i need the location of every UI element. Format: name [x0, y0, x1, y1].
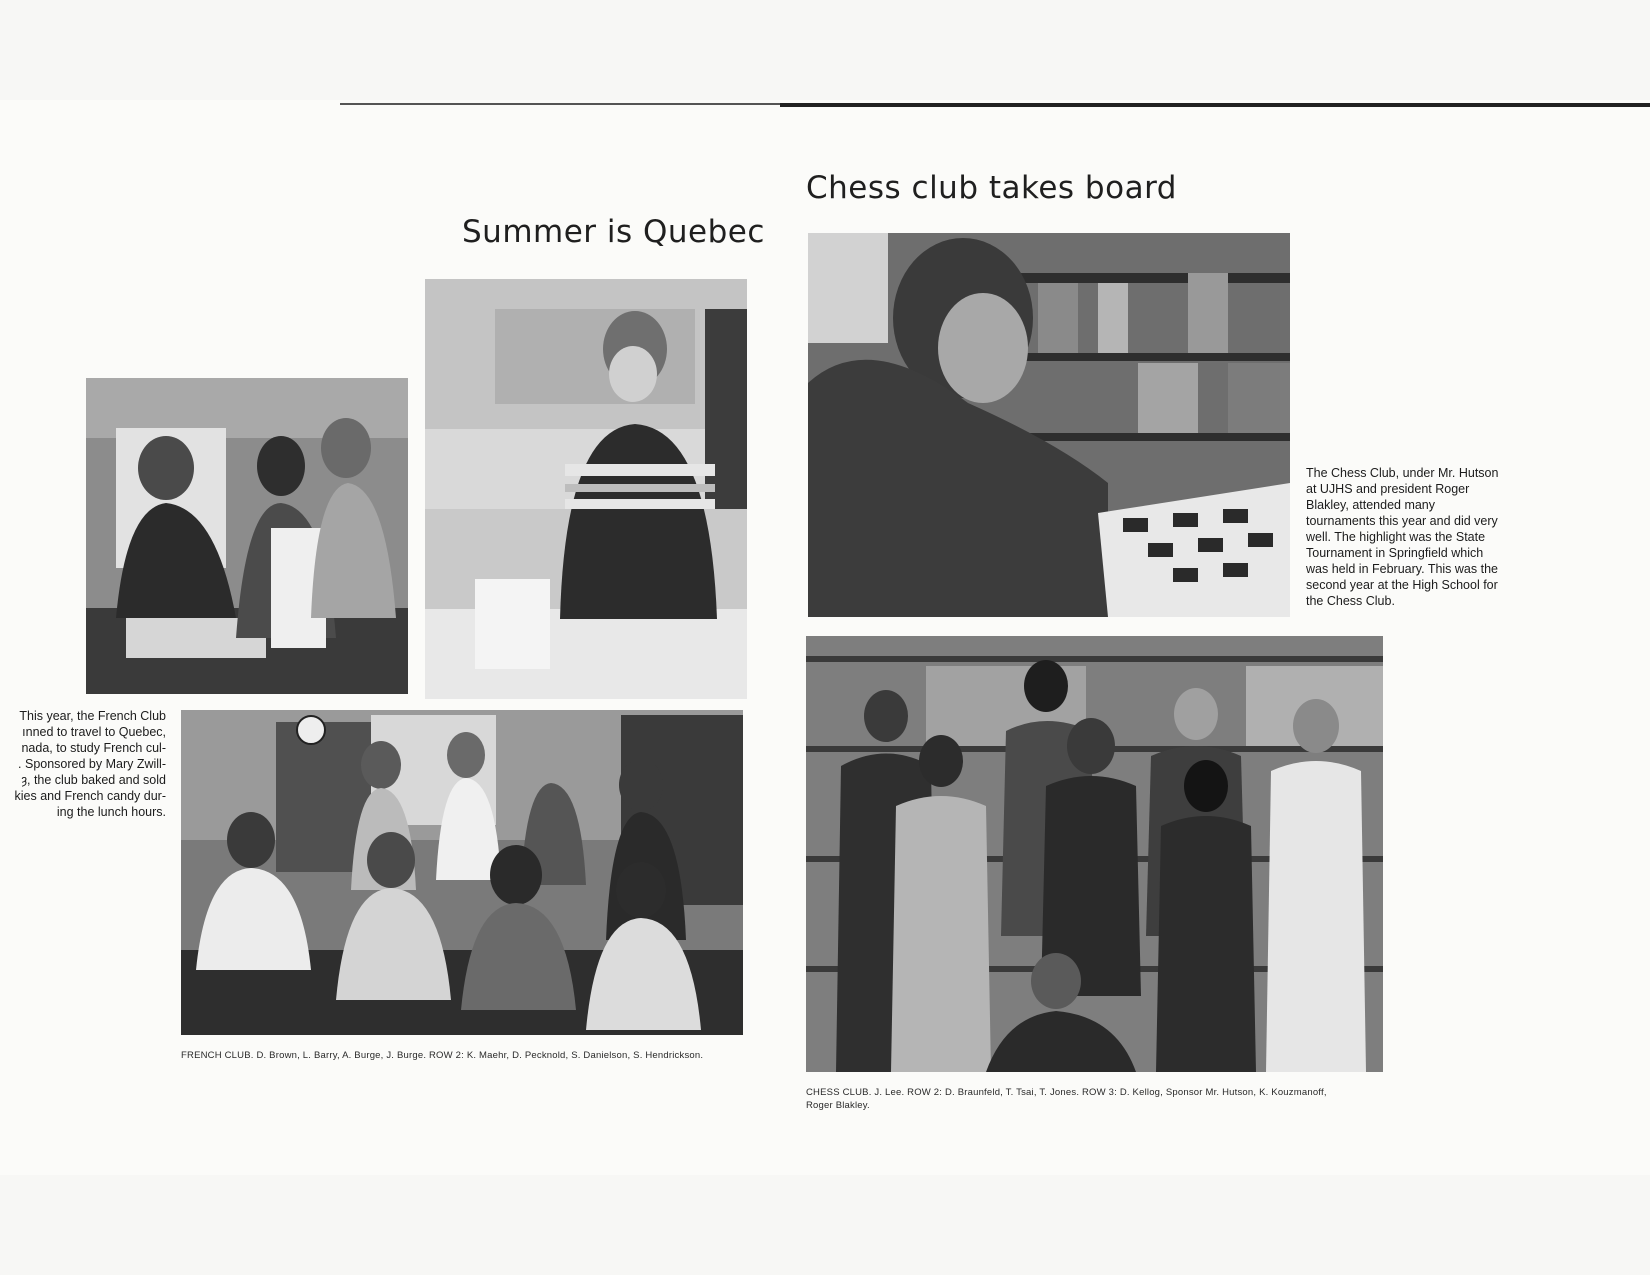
photo-french-club-group-image [181, 710, 743, 1035]
photo-chess-club-group [806, 636, 1383, 1072]
photo-student-knit-sweater-image [425, 279, 747, 699]
story-line: kies and French candy dur- [14, 789, 166, 803]
story-line: nada, to study French cul- [21, 741, 166, 755]
story-line: . Sponsored by Mary Zwill- [18, 757, 166, 771]
photo-students-cooking-image [86, 378, 408, 694]
top-edge-rule-right [780, 103, 1650, 107]
story-line: ing the lunch hours. [56, 805, 166, 819]
story-line: This year, the French Club [19, 709, 166, 723]
photo-chess-player-image [808, 233, 1290, 617]
photo-chess-player [808, 233, 1290, 617]
photo-student-knit-sweater [425, 279, 747, 699]
story-line: ınned to travel to Quebec, [22, 725, 166, 739]
chess-club-headline: Chess club takes board [806, 170, 1177, 206]
french-club-caption: FRENCH CLUB. D. Brown, L. Barry, A. Burge, J. Burge. ROW 2: K. Maehr, D. Pecknold, S. Danielson, S. Hendrickson. [181, 1050, 704, 1061]
photo-chess-club-group-image [806, 636, 1383, 1072]
top-edge-rule-left [340, 103, 780, 105]
photo-french-club-group [181, 710, 743, 1035]
photo-students-cooking [86, 378, 408, 694]
french-club-headline: Summer is Quebec [462, 214, 765, 250]
story-line: ȝ, the club baked and sold [21, 773, 166, 787]
chess-club-story: The Chess Club, under Mr. Hutson at UJHS and president Roger Blakley, attended many tournaments this year and did very well. The highlight was the State Tournament in Springfield which was held in February. This was the second year at the High School for the Chess Club. [1306, 466, 1499, 608]
french-club-story [0, 708, 166, 820]
chess-club-caption: CHESS CLUB. J. Lee. ROW 2: D. Braunfeld, T. Tsai, T. Jones. ROW 3: D. Kellog, Sponsor Mr. Hutson, K. Kouzmanoff, Roger Blakley. [806, 1087, 1327, 1111]
